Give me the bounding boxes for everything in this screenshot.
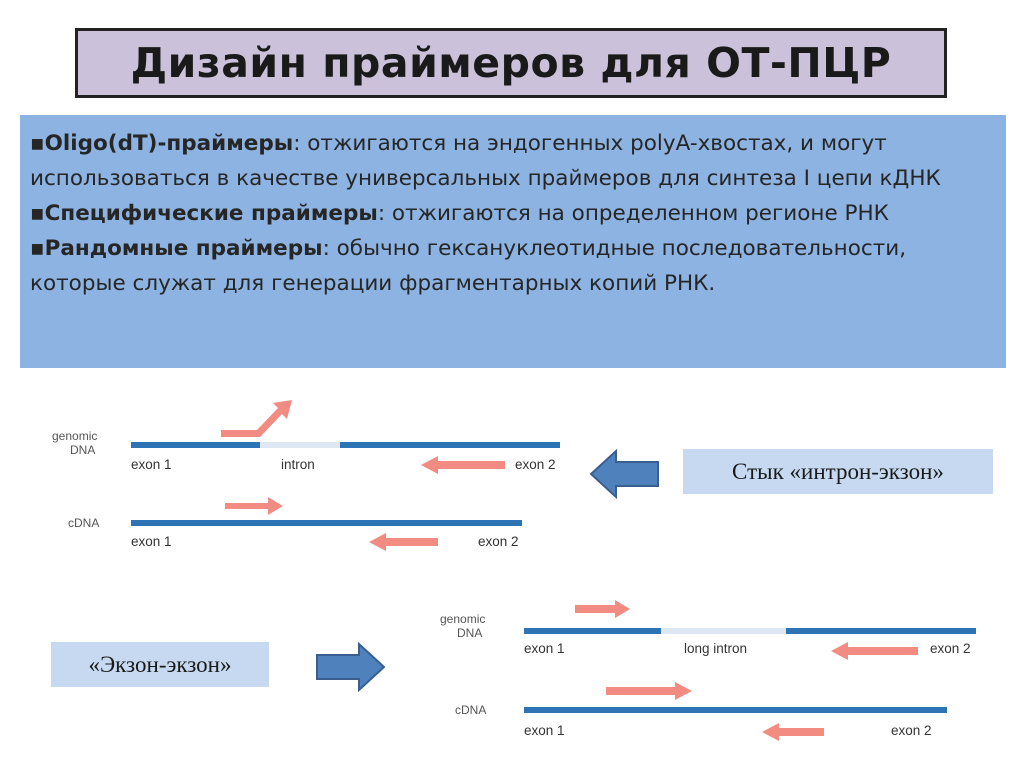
cdna-label: cDNA — [455, 703, 487, 717]
genomic-exon1-strand — [524, 628, 661, 634]
cdna-exon1-label: exon 1 — [524, 723, 565, 738]
long-intron-label: long intron — [684, 641, 748, 656]
cdna-reverse-primer-arrow — [369, 533, 438, 551]
diagram-intron-exon — [52, 400, 560, 551]
genomic-exon1-strand — [131, 442, 260, 448]
diagram-exon-exon — [440, 600, 976, 741]
cdna-exon2-label: exon 2 — [478, 534, 519, 549]
exon1-label: exon 1 — [524, 641, 565, 656]
genomic-label: genomic — [440, 612, 486, 626]
page-title: Дизайн праймеров для ОТ-ПЦР — [130, 39, 892, 87]
cdna-forward-primer-arrow — [225, 497, 283, 515]
cdna-exon1-label: exon 1 — [131, 534, 172, 549]
genomic-intron-strand — [661, 628, 786, 634]
left-arrow-icon — [591, 451, 658, 497]
genomic-intron-strand — [260, 442, 340, 448]
info-item-specific-term: Специфические праймеры — [44, 201, 378, 226]
info-item-oligo-dt-term: Oligo(dT)-праймеры — [44, 131, 294, 156]
cdna-reverse-primer-arrow — [762, 723, 824, 741]
junction-primer-arrow — [221, 400, 292, 437]
info-item-random-text: : обычно гексануклеотидные последовательности, которые служат для генерации фрагментарных копий РНК. — [30, 236, 907, 296]
reverse-primer-arrow — [421, 456, 505, 474]
info-item-random-term: Рандомные праймеры — [44, 236, 323, 261]
genomic-exon2-strand — [340, 442, 560, 448]
exon1-label: exon 1 — [131, 457, 172, 472]
exon2-label: exon 2 — [930, 641, 971, 656]
cdna-strand — [524, 707, 947, 713]
cdna-strand — [131, 520, 522, 526]
intron-exon-junction-callout: Стык «интрон-экзон» — [683, 449, 993, 494]
info-item-oligo-dt-text: : отжигаются на эндогенных polyA-хвостах, и могут использоваться в качестве универсальных праймеров для синтеза I цепи кДНК — [30, 131, 941, 191]
cdna-label: cDNA — [68, 516, 100, 530]
dna-label: DNA — [70, 443, 96, 457]
genomic-reverse-primer-arrow — [831, 642, 918, 660]
cdna-forward-primer-arrow — [606, 682, 692, 700]
exon-exon-callout: «Экзон-экзон» — [51, 642, 269, 687]
intron-label: intron — [281, 457, 315, 472]
bullet: ▪ — [30, 131, 45, 156]
dna-label: DNA — [457, 626, 483, 640]
cdna-exon2-label: exon 2 — [891, 723, 932, 738]
genomic-label: genomic — [52, 429, 98, 443]
info-item-specific-text: : отжигаются на определенном регионе РНК — [377, 201, 889, 226]
exon2-label: exon 2 — [515, 457, 556, 472]
bullet: ▪ — [30, 201, 45, 226]
bullet: ▪ — [30, 236, 45, 261]
genomic-exon2-strand — [786, 628, 976, 634]
right-arrow-icon — [317, 644, 384, 690]
genomic-forward-primer-arrow — [575, 600, 630, 618]
